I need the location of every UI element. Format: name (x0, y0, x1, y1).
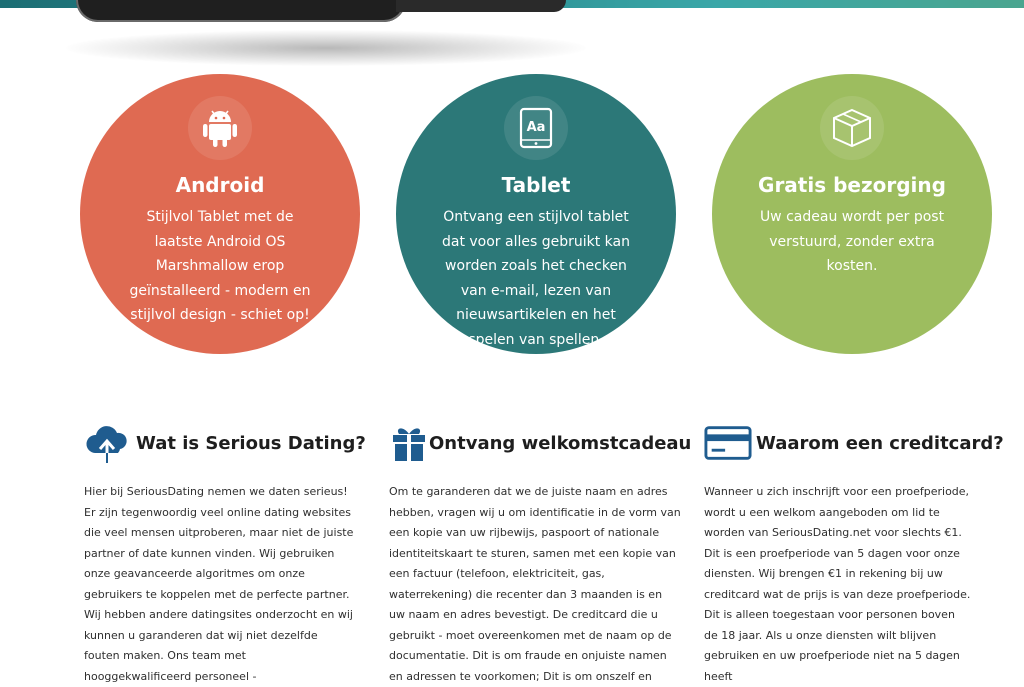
tablet-icon-text: Aa (526, 120, 546, 135)
circle-tablet (396, 74, 676, 354)
circle-title: Android (175, 173, 265, 197)
feature-title: Ontvang welkomstcadeau (429, 432, 692, 454)
circle-delivery (712, 74, 992, 354)
circle-android (80, 74, 360, 354)
device-image-edge (396, 0, 566, 12)
device-image-bottom (76, 0, 406, 22)
circle-title: Gratis bezorging (758, 173, 946, 197)
circle-text: Uw cadeau wordt per post verstuurd, zonder extra kosten. (759, 209, 945, 274)
feature-text: Wanneer u zich inschrijft voor een proefperiode, wordt u een welkom aangeboden om lid te worden van SeriousDating.net voor slechts €1. Dit is een proefperiode van 5 dagen voor onze diensten. Wij brengen €1 in rekening bij uw creditcard wat de prijs is van deze proefperiode. Dit is alleen toegestaan voor personen boven de 18 jaar. Als u onze diensten wilt blijven gebruiken en uw proefperiode niet na 5 dagen heeft (704, 485, 971, 683)
feature-header (389, 422, 692, 464)
tablet-icon (504, 96, 568, 160)
gift-icon (389, 422, 429, 464)
feature-header (704, 422, 1004, 464)
cloud-upload-icon (84, 422, 132, 464)
feature-title: Wat is Serious Dating? (136, 432, 366, 454)
feature-credit-card (704, 422, 1004, 687)
feature-text: Hier bij SeriousDating nemen we daten serieus! Er zijn tegenwoordig veel online dating websites die veel mensen uitproberen, maar niet de juiste partner of date kunnen vinden. Wij gebruiken onze geavanceerde algoritmes om onze gebruikers te koppelen met de perfecte partner. Wij hebben andere datingsites onderzocht en wij kunnen u garanderen dat wij niet dezelfde fouten maken. Ons team met hooggekwalificeerd personeel - (84, 485, 354, 683)
credit-card-icon (704, 422, 752, 464)
android-icon (188, 96, 252, 160)
feature-serious-dating (84, 422, 384, 687)
circle-text: Ontvang een stijlvol tablet dat voor alles gebruikt kan worden zoals het checken van e-mail, lezen van nieuwsartikelen en het spelen van spellen. (441, 209, 630, 348)
feature-welcome-gift (389, 422, 692, 687)
circle-title: Tablet (501, 173, 571, 197)
feature-header (84, 422, 384, 464)
feature-title: Waarom een creditcard? (756, 432, 1004, 454)
circle-text: Stijlvol Tablet met de laatste Android OS Marshmallow erop geïnstalleerd - modern en stijlvol design - schiet op! (129, 209, 311, 323)
device-shadow (66, 30, 586, 66)
box-icon (820, 96, 884, 160)
feature-text: Om te garanderen dat we de juiste naam en adres hebben, vragen wij u om identificatie in de vorm van een kopie van uw rijbewijs, paspoort of nationale identiteitskaart te sturen, samen met een kopie van een factuur (telefoon, elektriciteit, gas, waterrekening) die recenter dan 3 maanden is en uw naam en adres bevestigt. De creditcard die u gebruikt - moet overeenkomen met de naam op de documentatie. Dit is om fraude en onjuiste namen en adressen te voorkomen; Dit is om onszelf en (389, 485, 681, 683)
